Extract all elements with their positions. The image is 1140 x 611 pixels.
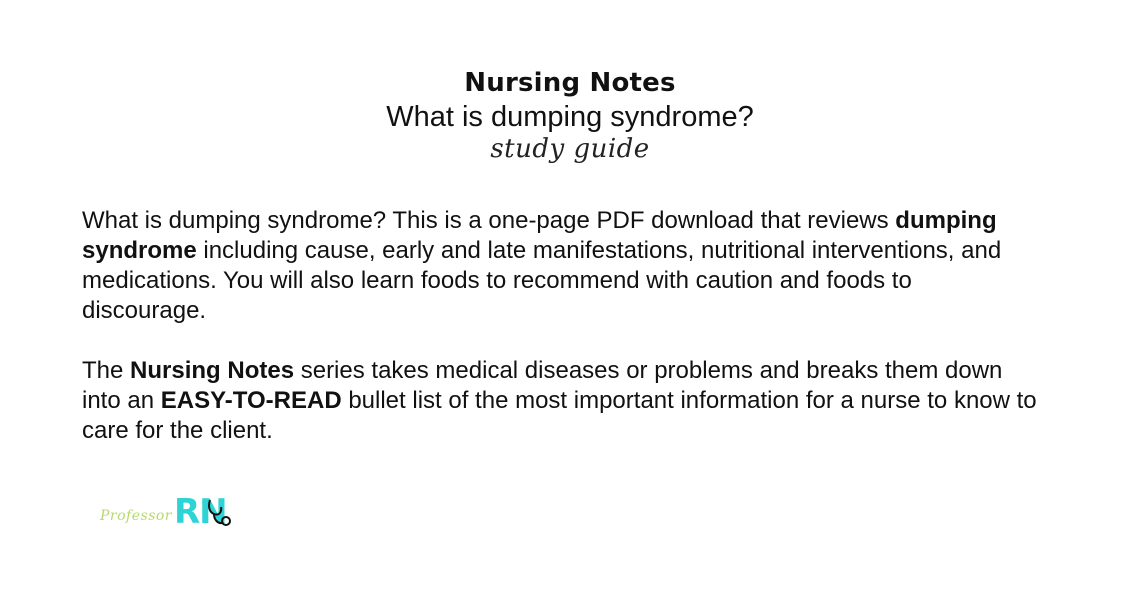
p1-bold: dumping syndrome xyxy=(82,207,997,264)
logo-rn-mark: RN xyxy=(174,492,227,532)
professor-rn-logo xyxy=(100,490,240,540)
p1-intro: What is dumping syndrome? This is a one-page PDF download that reviews xyxy=(82,207,896,234)
p2-bold-series: Nursing Notes xyxy=(130,357,295,384)
stethoscope-icon xyxy=(206,498,232,528)
logo-script-text: Professor xyxy=(100,508,172,524)
page-title: Nursing Notes xyxy=(464,68,676,98)
study-guide-label: study guide xyxy=(490,134,650,164)
description-paragraph-2 xyxy=(82,356,1042,446)
p2-start: The xyxy=(82,357,131,384)
header xyxy=(0,66,1140,164)
p2-bold-easy: EASY-TO-READ xyxy=(160,387,342,414)
p2-end: bullet list of the most important information for a nurse to know to care for the client. xyxy=(82,387,1037,444)
p1-rest: including cause, early and late manifestations, nutritional interventions, and medications. You will also learn foods to recommend with caution and foods to discourage. xyxy=(82,237,1002,324)
p2-mid: series takes medical diseases or problems and breaks them down into an xyxy=(82,357,1003,414)
description-paragraph-1 xyxy=(82,206,1042,326)
page-subtitle: What is dumping syndrome? xyxy=(386,101,754,133)
description xyxy=(82,206,1042,476)
